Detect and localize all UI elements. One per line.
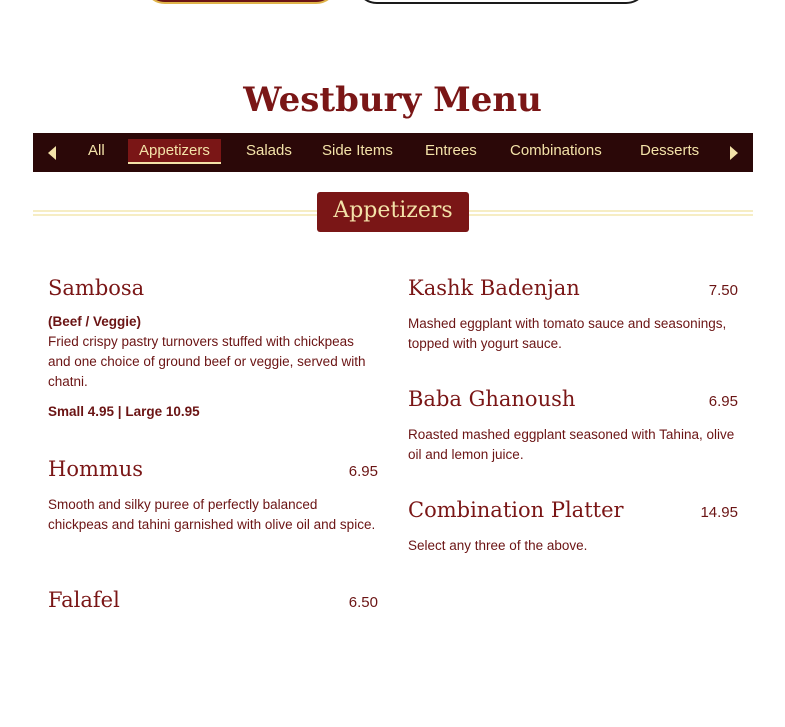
section-title: Appetizers (317, 192, 469, 232)
tab-all[interactable]: All (88, 142, 105, 159)
item-sizes: Small 4.95 | Large 10.95 (48, 404, 200, 419)
item-price: 7.50 (708, 282, 738, 299)
item-description: Mashed eggplant with tomato sauce and seasonings, topped with yogurt sauce. (408, 316, 727, 351)
tab-side-items[interactable]: Side Items (322, 142, 393, 159)
item-name: Falafel (48, 588, 120, 612)
item-name: Baba Ghanoush (408, 387, 576, 411)
chevron-right-icon[interactable] (719, 133, 749, 172)
tab-appetizers[interactable]: Appetizers (128, 139, 221, 164)
menu-item-combination-platter (408, 498, 738, 556)
item-description: Roasted mashed eggplant seasoned with Tahina, olive oil and lemon juice. (408, 427, 735, 462)
item-price: 6.50 (348, 594, 378, 611)
menu-title: Westbury Menu (243, 80, 542, 120)
tab-salads[interactable]: Salads (246, 142, 292, 159)
tab-combinations[interactable]: Combinations (510, 142, 602, 159)
item-price: 14.95 (700, 504, 738, 521)
menu-item-hommus (48, 457, 378, 535)
category-tabs (33, 133, 753, 172)
tab-entrees[interactable]: Entrees (425, 142, 477, 159)
menu-item-falafel (48, 588, 378, 612)
tab-desserts[interactable]: Desserts (640, 142, 700, 159)
item-name: Sambosa (48, 276, 145, 300)
menu-item-sambosa (48, 276, 378, 419)
menu-item-baba-ghanoush (408, 387, 738, 465)
item-description: Fried crispy pastry turnovers stuffed with chickpeas and one choice of ground beef or veggie, served with chatni. (48, 334, 366, 389)
item-description: Select any three of the above. (408, 538, 588, 553)
item-option: (Beef / Veggie) (48, 314, 142, 329)
item-name: Kashk Badenjan (408, 276, 580, 300)
top-button-primary[interactable] (143, 0, 338, 4)
item-price: 6.95 (708, 393, 738, 410)
top-button-secondary[interactable] (355, 0, 648, 4)
chevron-left-icon[interactable] (37, 133, 67, 172)
item-price: 6.95 (348, 463, 378, 480)
item-name: Combination Platter (408, 498, 624, 522)
menu-item-kashk-badenjan (408, 276, 738, 354)
item-description: Smooth and silky puree of perfectly balanced chickpeas and tahini garnished with olive oil and spice. (48, 497, 376, 532)
item-name: Hommus (48, 457, 144, 481)
